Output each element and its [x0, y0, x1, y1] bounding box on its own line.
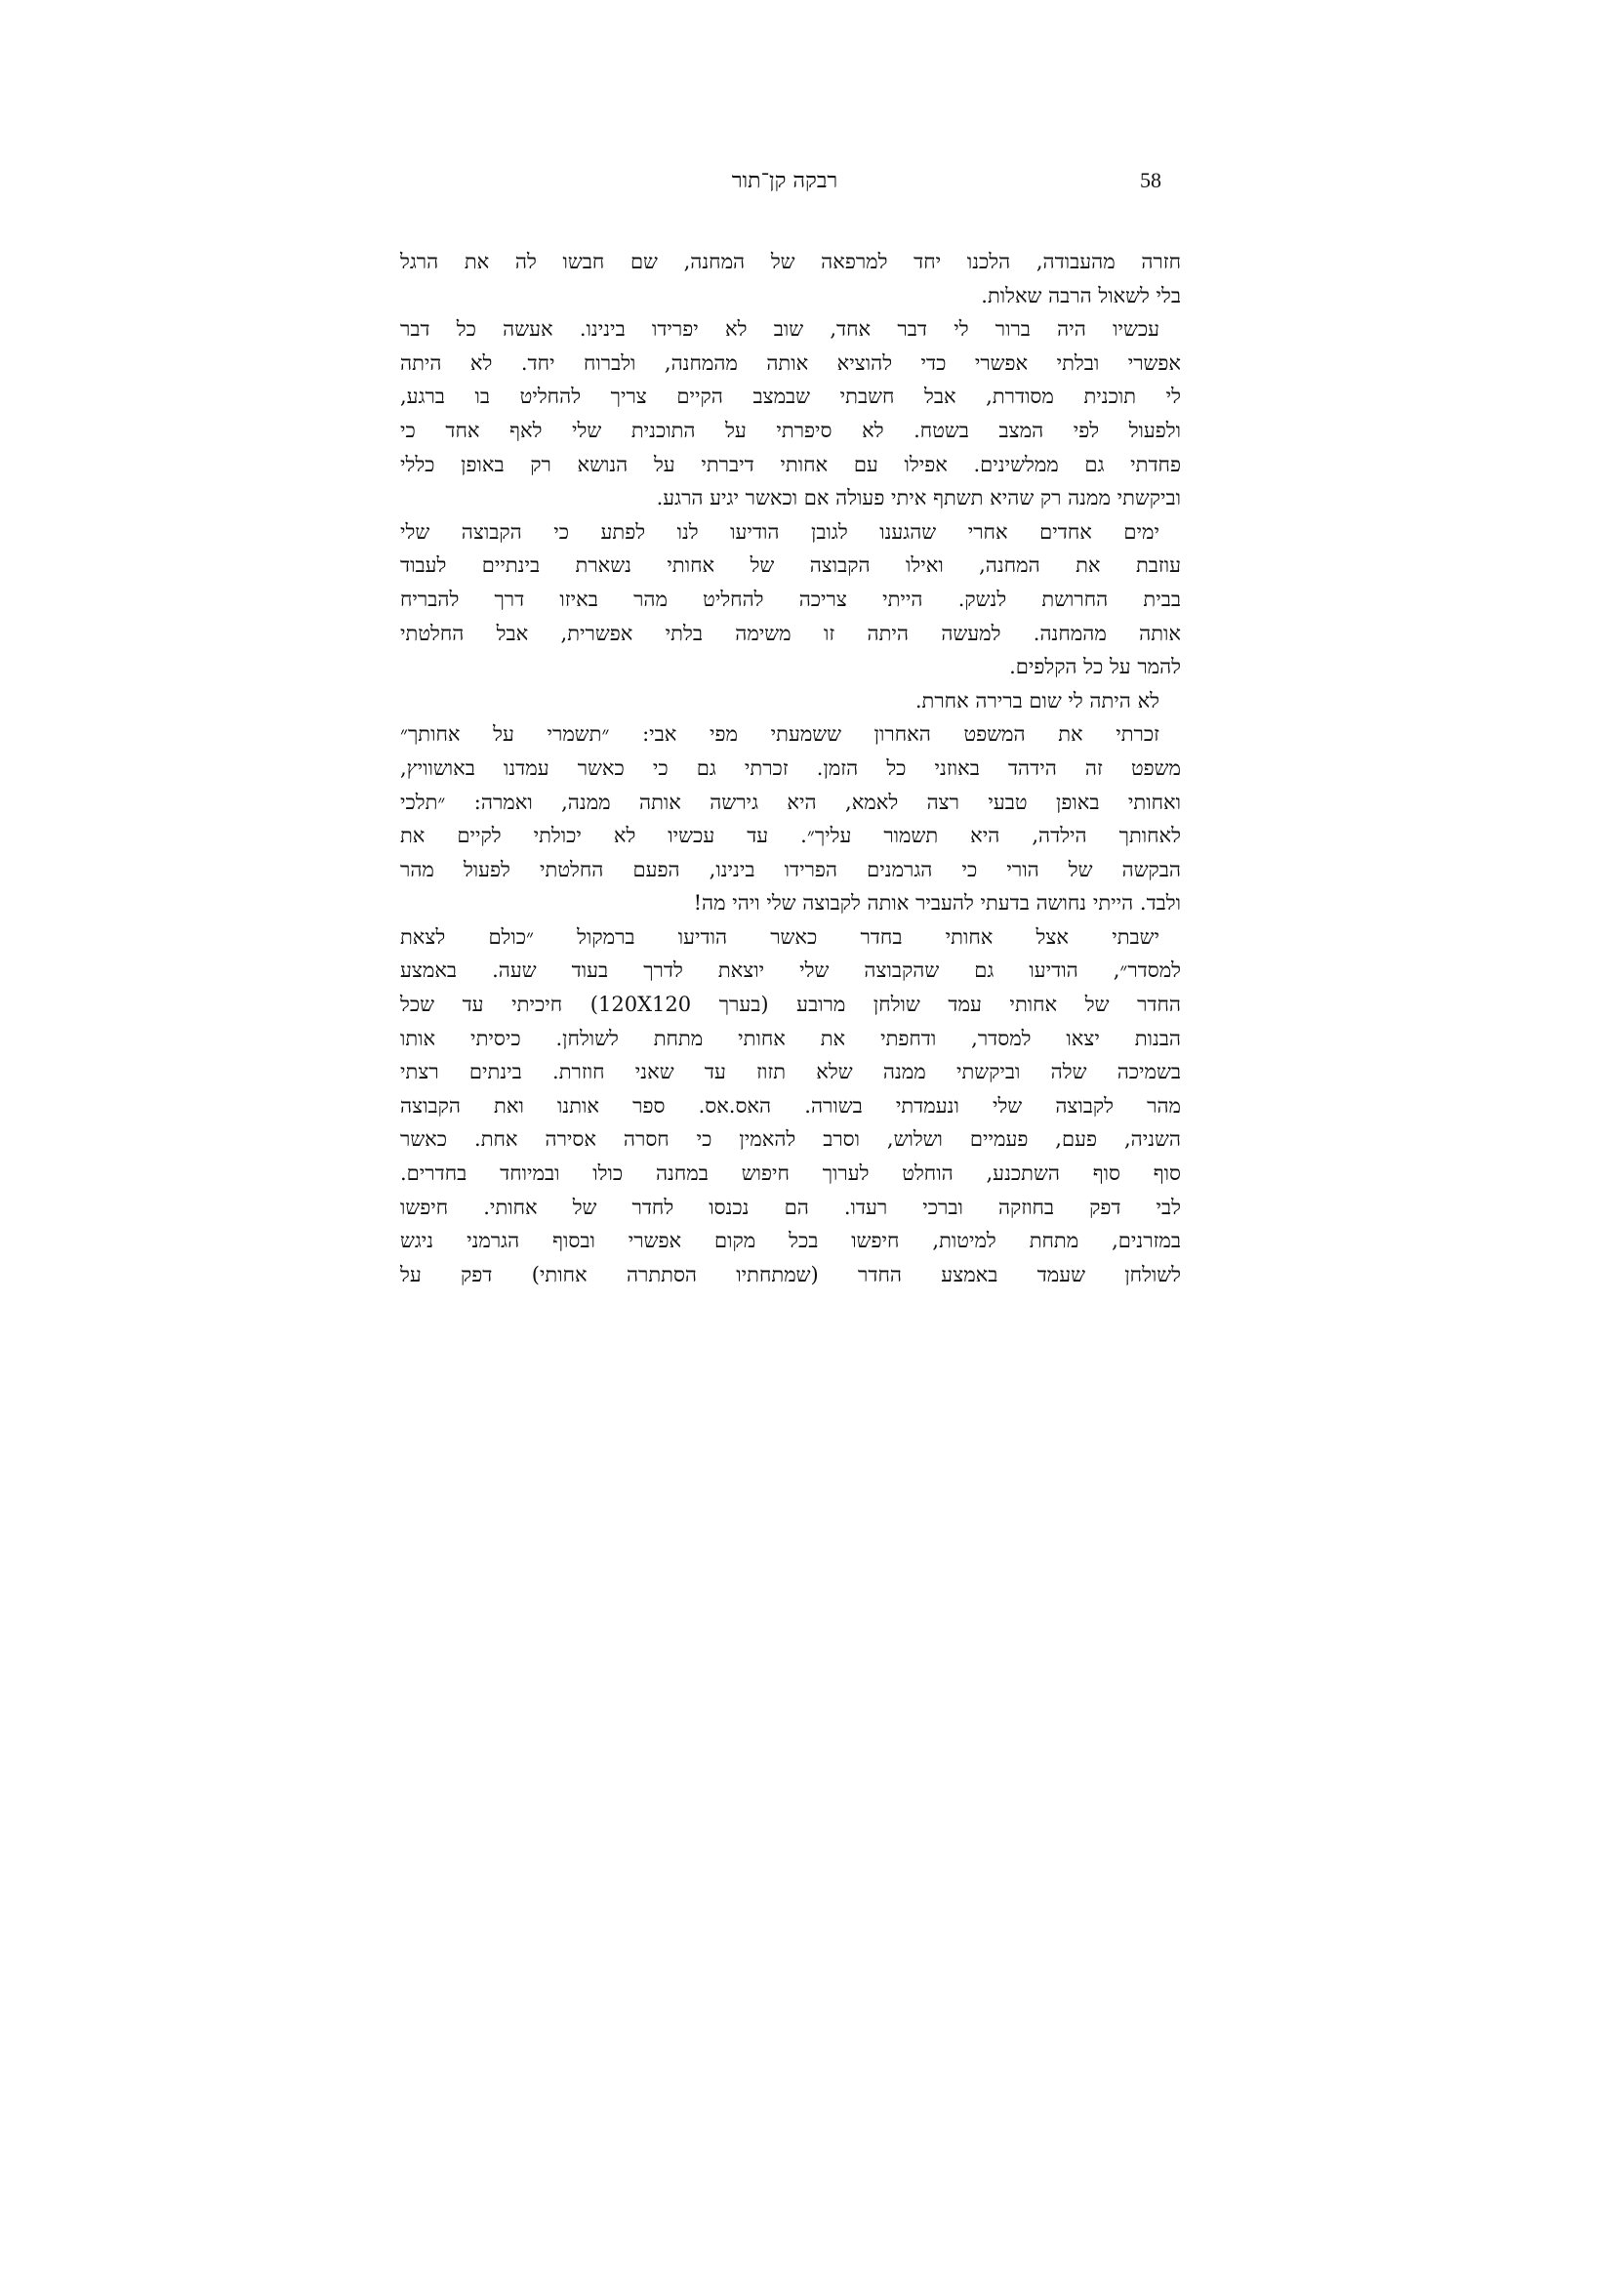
text-line: ואחותי באופן טבעי רצה לאמא, היא גירשה אותה ממנה, ואמרה: ״תלכי [400, 790, 1181, 814]
text-line: להמר על כל הקלפים. [1009, 655, 1181, 679]
text-line: לי תוכנית מסודרת, אבל חשבתי שבמצב הקיים צריך להחליט בו ברגע, [400, 385, 1181, 409]
body-text [400, 245, 1181, 1291]
text-line: החדר של אחותי עמד שולחן מרובע (בערך 120X120) חיכיתי עד שכל [400, 993, 1181, 1017]
text-line: ישבתי אצל אחותי בחדר כאשר הודיעו ברמקול ״כולם לצאת [400, 924, 1159, 949]
text-line: הבקשה של הורי כי הגרמנים הפרידו בינינו, הפעם החלטתי לפעול מהר [400, 857, 1181, 881]
text-line: ימים אחדים אחרי שהגענו לגובן הודיעו לנו לפתע כי הקבוצה שלי [400, 519, 1159, 544]
text-line: לא היתה לי שום ברירה אחרת. [914, 688, 1159, 712]
text-line: לשולחן שעמד באמצע החדר (שמתחתיו הסתתרה אחותי) דפק על [400, 1262, 1181, 1286]
text-line: חזרה מהעבודה, הלכנו יחד למרפאה של המחנה, שם חבשו לה את הרגל [400, 250, 1181, 273]
text-line: עוזבת את המחנה, ואילו הקבוצה של אחותי נשארת בינתיים לעבוד [400, 553, 1181, 578]
text-line: במזרנים, מתחת למיטות, חיפשו בכל מקום אפשרי ובסוף הגרמני ניגש [400, 1229, 1181, 1253]
page-number: 58 [1140, 168, 1161, 192]
text-line: ולפעול לפי המצב בשטח. לא סיפרתי על התוכנית שלי לאף אחד כי [400, 418, 1181, 442]
text-line: אותה מהמחנה. למעשה היתה זו משימה בלתי אפשרית, אבל החלטתי [400, 621, 1181, 645]
text-line: לבי דפק בחוזקה וברכי רעדו. הם נכנסו לחדר של אחותי. חיפשו [400, 1195, 1181, 1219]
text-line: עכשיו היה ברור לי דבר אחד, שוב לא יפרידו בינינו. אעשה כל דבר [400, 317, 1159, 342]
running-header [388, 168, 1181, 207]
text-line: למסדר״, הודיעו גם שהקבוצה שלי יוצאת לדרך בעוד שעה. באמצע [400, 958, 1181, 983]
text-line: בלי לשאול הרבה שאלות. [981, 283, 1181, 307]
text-line: השניה, פעם, פעמיים ושלוש, וסרב להאמין כי חסרה אסירה אחת. כאשר [400, 1127, 1181, 1152]
text-line: סוף סוף השתכנע, הוחלט לערוך חיפוש במחנה כולו ובמיוחד בחדרים. [400, 1161, 1181, 1186]
text-line: משפט זה הידהד באוזני כל הזמן. זכרתי גם כי כאשר עמדנו באושוויץ, [400, 755, 1181, 780]
text-line: פחדתי גם ממלשינים. אפילו עם אחותי דיברתי על הנושא רק באופן כללי [400, 452, 1181, 476]
text-line: בשמיכה שלה וביקשתי ממנה שלא תזוז עד שאני חוזרת. בינתים רצתי [400, 1060, 1181, 1084]
text-line: בבית החרושת לנשק. הייתי צריכה להחליט מהר באיזו דרך להבריח [400, 587, 1181, 611]
text-line: אפשרי ובלתי אפשרי כדי להוציא אותה מהמחנה, ולברוח יחד. לא היתה [400, 350, 1181, 375]
text-line: וביקשתי ממנה רק שהיא תשתף איתי פעולה אם וכאשר יגיע הרגע. [656, 486, 1181, 510]
text-line: הבנות יצאו למסדר, ודחפתי את אחותי מתחת לשולחן. כיסיתי אותו [400, 1026, 1181, 1050]
running-title: רבקה קן־תור [731, 169, 838, 193]
text-line: לאחותך הילדה, היא תשמור עליך״. עד עכשיו לא יכולתי לקיים את [400, 824, 1181, 848]
text-line: ולבד. הייתי נחושה בדעתי להעביר אותה לקבוצה שלי ויהי מה! [693, 891, 1181, 916]
text-line: מהר לקבוצה שלי ונעמדתי בשורה. האס.אס. ספר אותנו ואת הקבוצה [400, 1093, 1181, 1118]
text-line: זכרתי את המשפט האחרון ששמעתי מפי אבי: ״תשמרי על אחותך״ [400, 722, 1159, 747]
